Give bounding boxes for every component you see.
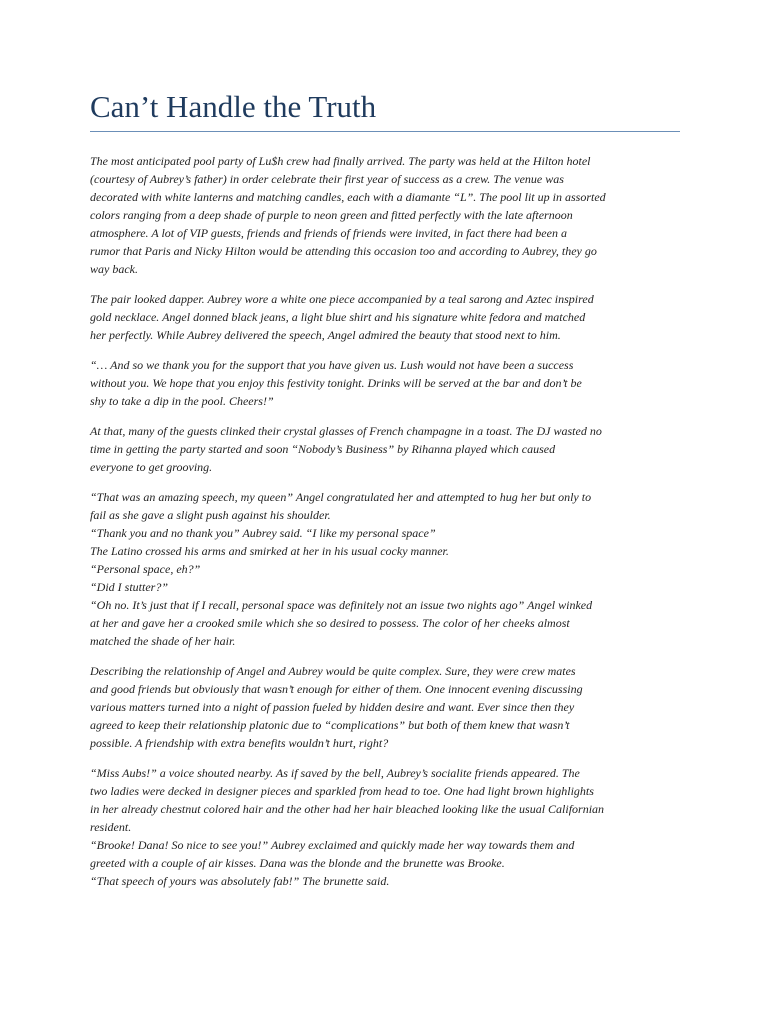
paragraph-line: rumor that Paris and Nicky Hilton would be attending this occasion too and according to Aubrey, they go — [90, 244, 597, 258]
paragraph-line: “That was an amazing speech, my queen” Angel congratulated her and attempted to hug her but only to — [90, 490, 592, 504]
document-title: Can’t Handle the Truth — [90, 89, 377, 124]
body-paragraph — [90, 764, 682, 890]
paragraph-line: At that, many of the guests clinked their crystal glasses of French champagne in a toast. The DJ wasted no — [90, 424, 602, 438]
paragraph-line: “Did I stutter?” — [90, 580, 169, 594]
paragraph-line: agreed to keep their relationship platonic due to “complications” but both of them knew that wasn’t — [90, 718, 570, 732]
paragraph-line: “… And so we thank you for the support that you have given us. Lush would not have been a success — [90, 358, 574, 372]
paragraph-line: The pair looked dapper. Aubrey wore a white one piece accompanied by a teal sarong and Aztec inspired — [90, 292, 594, 306]
body-paragraph — [90, 290, 682, 344]
paragraph-line: everyone to get grooving. — [90, 460, 213, 474]
paragraph-line: possible. A friendship with extra benefits wouldn’t hurt, right? — [90, 736, 389, 750]
paragraph-line: in her already chestnut colored hair and the other had her hair bleached looking like the usual Californian — [90, 802, 605, 816]
paragraph-line: gold necklace. Angel donned black jeans, a light blue shirt and his signature white fedora and matched — [90, 310, 586, 324]
paragraph-line: The Latino crossed his arms and smirked at her in his usual cocky manner. — [90, 544, 449, 558]
body-paragraph — [90, 662, 682, 752]
paragraph-line: two ladies were decked in designer pieces and sparkled from head to toe. One had light brown highlights — [90, 784, 594, 798]
paragraph-line: colors ranging from a deep shade of purple to neon green and fitted perfectly with the late afternoon — [90, 208, 573, 222]
paragraph-line: fail as she gave a slight push against his shoulder. — [90, 508, 331, 522]
paragraph-line: “Oh no. It’s just that if I recall, personal space was definitely not an issue two nights ago” Angel winked — [90, 598, 593, 612]
paragraph-line: without you. We hope that you enjoy this festivity tonight. Drinks will be served at the bar and don’t be — [90, 376, 582, 390]
body-paragraph — [90, 356, 682, 410]
paragraph-line: time in getting the party started and soon “Nobody’s Business” by Rihanna played which caused — [90, 442, 556, 456]
paragraph-line: “Brooke! Dana! So nice to see you!” Aubrey exclaimed and quickly made her way towards them and — [90, 838, 575, 852]
paragraph-line: her perfectly. While Aubrey delivered the speech, Angel admired the beauty that stood next to him. — [90, 328, 561, 342]
paragraph-line: resident. — [90, 820, 132, 834]
paragraph-line: way back. — [90, 262, 138, 276]
paragraph-line: “Thank you and no thank you” Aubrey said. “I like my personal space” — [90, 526, 436, 540]
paragraph-line: “Personal space, eh?” — [90, 562, 201, 576]
body-paragraph — [90, 422, 682, 476]
paragraph-line: “Miss Aubs!” a voice shouted nearby. As if saved by the bell, Aubrey’s socialite friends appeared. The — [90, 766, 580, 780]
paragraph-line: at her and gave her a crooked smile which she so desired to possess. The color of her cheeks almost — [90, 616, 570, 630]
document-body — [90, 152, 682, 902]
paragraph-line: matched the shade of her hair. — [90, 634, 236, 648]
body-paragraph — [90, 152, 682, 278]
paragraph-line: greeted with a couple of air kisses. Dana was the blonde and the brunette was Brooke. — [90, 856, 505, 870]
paragraph-line: decorated with white lanterns and matching candles, each with a diamante “L”. The pool lit up in assorted — [90, 190, 606, 204]
paragraph-line: Describing the relationship of Angel and Aubrey would be quite complex. Sure, they were crew mates — [90, 664, 576, 678]
paragraph-line: various matters turned into a night of passion fueled by hidden desire and want. Ever since then they — [90, 700, 575, 714]
body-paragraph — [90, 488, 682, 650]
paragraph-line: atmosphere. A lot of VIP guests, friends and friends of friends were invited, in fact there had been a — [90, 226, 567, 240]
paragraph-line: (courtesy of Aubrey’s father) in order celebrate their first year of success as a crew. The venue was — [90, 172, 564, 186]
paragraph-line: “That speech of yours was absolutely fab!” The brunette said. — [90, 874, 390, 888]
paragraph-line: and good friends but obviously that wasn’t enough for either of them. One innocent evening discussing — [90, 682, 583, 696]
paragraph-line: shy to take a dip in the pool. Cheers!” — [90, 394, 274, 408]
paragraph-line: The most anticipated pool party of Lu$h crew had finally arrived. The party was held at the Hilton hotel — [90, 154, 591, 168]
title-divider — [90, 131, 680, 132]
